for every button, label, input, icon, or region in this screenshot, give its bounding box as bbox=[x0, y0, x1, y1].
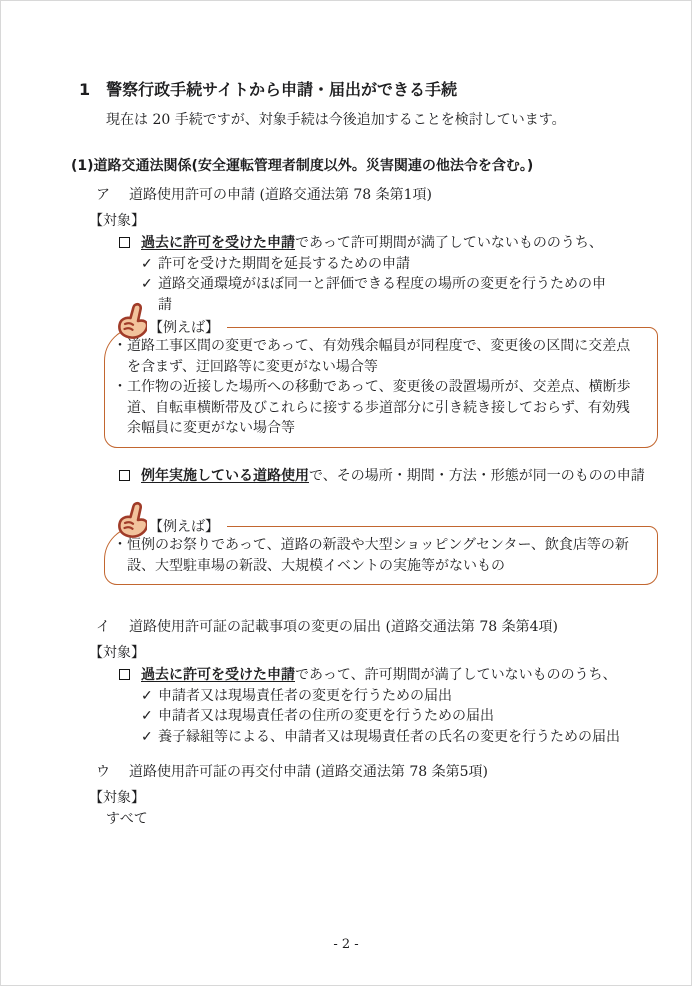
intro-text: 現在は 20 手続ですが、対象手続は今後追加することを検討しています。 bbox=[106, 112, 566, 128]
example-list bbox=[113, 535, 641, 576]
item-a-check1-sub2 bbox=[141, 274, 611, 315]
item-a-check2-lead: 例年実施している道路使用 bbox=[141, 467, 309, 484]
document-content bbox=[1, 1, 691, 830]
checkbox-icon bbox=[119, 466, 141, 487]
item-a-check2-rest: で、その場所・期間・方法・形態が同一のものの申請 bbox=[309, 467, 645, 484]
sub-item-text: 道路交通環境がほぼ同一と評価できる程度の場所の変更を行うための申請 bbox=[158, 276, 606, 313]
item-u-heading bbox=[96, 762, 656, 783]
example-item: ・道路工事区間の変更であって、有効残余幅員が同程度で、変更後の区間に交差点を含まず、迂回路等に変更がない場合等 bbox=[113, 338, 631, 375]
item-a-heading bbox=[96, 185, 656, 206]
page-title: 1 警察行政手続サイトから申請・届出ができる手続 bbox=[79, 80, 458, 99]
item-i-kana: イ bbox=[96, 619, 110, 635]
page-number: - 2 - bbox=[333, 936, 359, 952]
checkmark-icon: ✓ bbox=[141, 708, 153, 724]
example-label: 【例えば】 bbox=[147, 318, 227, 338]
item-u-target-label: 【対象】 bbox=[89, 789, 145, 806]
item-a-check1-rest: であって許可期間が満了していないもののうち、 bbox=[295, 235, 603, 251]
item-a-check1-text bbox=[141, 233, 603, 254]
checkbox-icon bbox=[119, 665, 141, 686]
item-a-title: 道路使用許可の申請 (道路交通法第 78 条第1項) bbox=[129, 187, 432, 203]
checkmark-icon: ✓ bbox=[141, 728, 153, 745]
item-i-check1 bbox=[119, 665, 656, 686]
sub-item-text: 養子縁組等による、申請者又は現場責任者の氏名の変更を行うための届出 bbox=[158, 728, 620, 745]
item-i-check1-sub3 bbox=[141, 727, 621, 748]
item-u-title: 道路使用許可証の再交付申請 (道路交通法第 78 条第5項) bbox=[129, 764, 488, 780]
item-a-check1-sub1 bbox=[141, 254, 646, 275]
item-a-target-label: 【対象】 bbox=[89, 212, 145, 229]
example-item: ・恒例のお祭りであって、道路の新設や大型ショッピングセンター、飲食店等の新設、大型駐車場の新設、大規模イベントの実施等がないもの bbox=[113, 537, 629, 574]
example-box-1 bbox=[104, 320, 658, 448]
checkmark-icon: ✓ bbox=[141, 687, 153, 704]
example-list bbox=[113, 336, 641, 439]
item-i-check1-sub2 bbox=[141, 706, 646, 727]
sub-item-text: 申請者又は現場責任者の住所の変更を行うための届出 bbox=[158, 708, 494, 724]
sub-item-text: 許可を受けた期間を延長するための申請 bbox=[158, 255, 410, 272]
item-i-heading bbox=[96, 617, 656, 638]
section-1-heading: (1)道路交通法関係(安全運転管理者制度以外。災害関連の他法令を含む。) bbox=[71, 157, 534, 174]
item-i-title: 道路使用許可証の記載事項の変更の届出 (道路交通法第 78 条第4項) bbox=[129, 619, 558, 635]
example-item: ・工作物の近接した場所への移動であって、変更後の設置場所が、交差点、横断歩道、自転車横断帯及びこれらに接する歩道部分に引き続き接しておらず、有効残余幅員に変更がない場合等 bbox=[113, 379, 631, 436]
item-a-check2-text bbox=[141, 466, 645, 487]
checkbox-icon bbox=[119, 233, 141, 254]
item-i-check1-lead: 過去に許可を受けた申請 bbox=[141, 667, 295, 683]
example-label: 【例えば】 bbox=[147, 517, 227, 537]
item-i-target-label: 【対象】 bbox=[89, 644, 145, 661]
checkmark-icon: ✓ bbox=[141, 276, 153, 292]
item-i-check1-sub1 bbox=[141, 686, 646, 707]
item-u-kana: ウ bbox=[96, 764, 110, 780]
item-a-kana: ア bbox=[96, 187, 110, 203]
item-i-check1-text bbox=[141, 665, 617, 686]
sub-item-text: 申請者又は現場責任者の変更を行うための届出 bbox=[158, 687, 452, 704]
checkmark-icon: ✓ bbox=[141, 255, 153, 272]
item-i-check1-rest: であって、許可期間が満了していないもののうち、 bbox=[295, 667, 617, 683]
pointing-hand-icon bbox=[110, 501, 150, 541]
item-a-check1-lead: 過去に許可を受けた申請 bbox=[141, 235, 295, 251]
pointing-hand-icon bbox=[110, 302, 150, 342]
item-u-body: すべて bbox=[106, 811, 148, 827]
item-a-check1 bbox=[119, 233, 656, 254]
item-a-check2 bbox=[119, 466, 656, 487]
example-box-2 bbox=[104, 519, 658, 585]
